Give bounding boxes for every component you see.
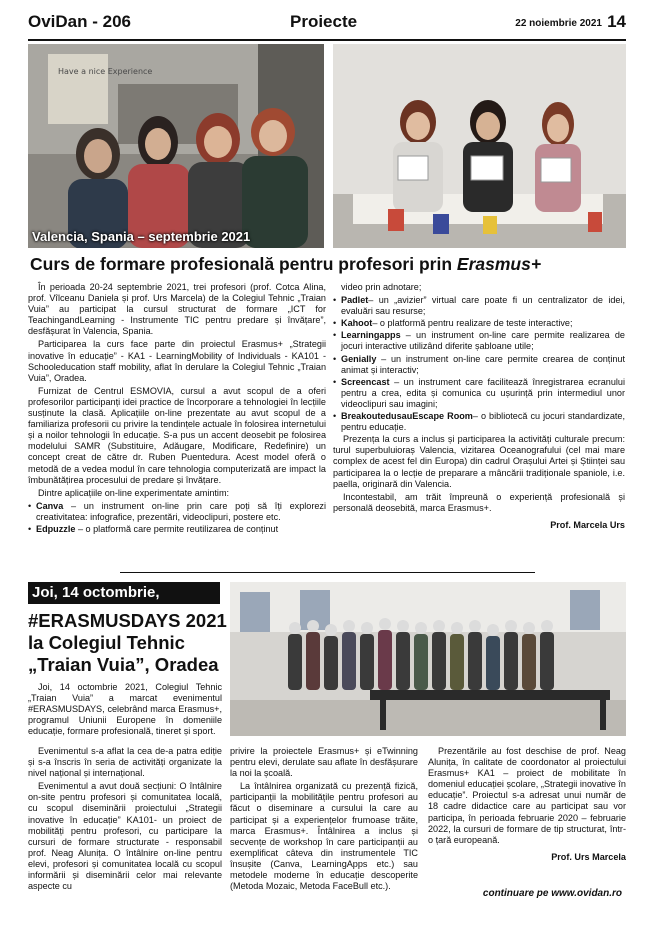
photo-caption: Valencia, Spania – septembrie 2021 bbox=[32, 229, 251, 244]
paragraph: privire la proiectele Erasmus+ și eTwinning pentru elevi, derulate sau aflate în desfășurare la noi la școală. bbox=[230, 746, 418, 779]
page-header bbox=[28, 10, 626, 40]
paragraph: Incontestabil, am trăit împreună o experiență profesională și personală deosebită, marca Erasmus+. bbox=[333, 491, 625, 513]
paragraph: video prin adnotare; bbox=[341, 282, 422, 292]
paragraph: Furnizat de Centrul ESMOVIA, cursul a avut scopul de a oferi profesorilor participanți idei practice de încorporare a tehnologiei în lecțiile susținute la clasă. Aplicațiile on-line prezentate au avut scopul de a familiariza profesorii cu privire la tendințele actuale în folosirea internetului și a noilor tehnologii în educație. S-a pus un accent deosebit pe folosirea modelului SAMR (Substituire, Adăugare, Modificare, Redefinire) un concept creat de către dr. Ruben Puentedura. Acest model oferă o metodă de a vedea modul în care tehnologia computerizată are impact la îmbunătățirea procesului de predare și învățare. bbox=[28, 385, 326, 485]
list-item: • Genially – un instrument on-line care permite crearea de conținut animat și interactiv; bbox=[341, 354, 625, 376]
article1-title-main: Curs de formare profesională pentru profesori prin bbox=[30, 254, 457, 274]
article2-intro bbox=[28, 682, 222, 739]
list-item: • Edpuzzle – o platformă care permite reutilizarea de conținut bbox=[36, 524, 326, 535]
header-rule bbox=[28, 39, 626, 41]
paragraph: Dintre aplicațiile on-line experimentate amintim: bbox=[38, 487, 230, 498]
list-item: • BreakoutedusauEscape Room– o bibliotecă cu jocuri standardizate, pentru educație. bbox=[341, 411, 625, 433]
paragraph: Evenimentul s-a aflat la cea de-a patra ediție și s-a înscris în seria de activități organizate la nivel național și internațional. bbox=[28, 746, 222, 779]
sign-text: Have a nice Experience bbox=[58, 67, 153, 76]
section-divider bbox=[120, 572, 535, 573]
article1-title bbox=[30, 254, 630, 275]
paragraph: Prezentările au fost deschise de prof. Neag Alunița, în calitate de coordonator al proiectului Erasmus+ KA1 – proiect de mobilitate în domeniul educației școlare, „Strategii inovative în educație”. Proiectul s-a adresat unui număr de 18 cadre didactice care au participat sau vor participa, în perioada februarie 2020 – februarie 2022, la cursuri de formare de tip structurat, într-o țară europeană. bbox=[428, 746, 626, 845]
section-name: Proiecte bbox=[290, 12, 358, 31]
list-item: • Kahoot– o platformă pentru realizare de teste interactive; bbox=[341, 318, 625, 329]
article1-column2 bbox=[333, 282, 625, 533]
photo-valencia-group bbox=[28, 44, 324, 248]
continued-link[interactable]: continuare pe www.ovidan.ro bbox=[482, 888, 622, 899]
article2-column1 bbox=[28, 746, 222, 894]
photo-certificates bbox=[333, 44, 626, 248]
paragraph: Participarea la curs face parte din proiectul Erasmus+ „Strategii inovative în educație” - KA1 - LearningMobility of Individuals - KA101 - Schooleducation staff mobility, aflat în derulare la Colegiul Tehnic „Traian Vuia”, Oradea. bbox=[28, 339, 326, 383]
paragraph: În perioada 20-24 septembrie 2021, trei profesori (prof. Cotca Alina, prof. Vîlceanu Daniela și prof. Urs Marcela) de la Colegiul Tehnic „Traian Vuia” au participat la cursul structurat de formare „ICT for TeachingandLearning - Instrumente TIC pentru predare și învățare”, desfășurat în Valencia, Spania. bbox=[28, 282, 326, 337]
article1-signature: Prof. Marcela Urs bbox=[550, 519, 625, 530]
article2-column3 bbox=[428, 746, 626, 865]
list-item: • Screencast – un instrument care facilitează înregistrarea ecranului pentru a crea, edita și comunica cu ușurință prin intermediul unor videoclipuri sau imagini; bbox=[341, 377, 625, 410]
publication-name: OviDan - 206 bbox=[28, 12, 131, 31]
list-item: • Canva – un instrument on-line prin care poți să îți explorezi creativitatea: infografice, prezentări, videoclipuri, postere etc. bbox=[36, 501, 326, 523]
date-bar: Joi, 14 octombrie, bbox=[28, 582, 220, 604]
article1-column1 bbox=[28, 282, 326, 536]
paragraph: Prezența la curs a inclus și participarea la activități culturale precum: turul superbuluioraș Valencia, vizitarea Oceanografului (cel mai mare complex de acest fel din Europa) din cadrul Orașului Artei și Științei sau participarea la o lecție de preparare a mâncării tradiționale spaniole, i.e. paella, originară din Valencia. bbox=[333, 434, 625, 489]
article2-column2 bbox=[230, 746, 418, 894]
tool-list bbox=[333, 295, 625, 433]
article2-title: #ERASMUSDAYS 2021 la Colegiul Tehnic „Traian Vuia”, Oradea bbox=[28, 610, 227, 675]
paragraph: Evenimentul a avut două secțiuni: O întâlnire on-site pentru profesori și comunitatea locală, cu scopul diseminării proiectului „Strategii inovative în educație” KA101- un proiect de mobilități pentru profesori, cu participare la cursuri de formare structurate - responsabil prof. Neag Alunița. O întâlnire on-line pentru elevi, profesori și comunitatea locală cu scopul informării și diseminării celor mai relevante aspecte cu bbox=[28, 781, 222, 892]
article1-title-italic: Erasmus+ bbox=[456, 254, 542, 274]
photo-erasmusdays-group bbox=[230, 582, 626, 736]
page-number: 14 bbox=[607, 12, 626, 31]
issue-date: 22 noiembrie 2021 bbox=[515, 18, 602, 29]
paragraph: La întâlnirea organizată cu prezență fizică, participanții la mobilitățile pentru profesori au făcut o diseminare a cursului la care au participat și a experiențelor frumoase trăite, marca Erasmus+. Întâlnirea a inclus și secvențe de workshop în care participanții au exemplificat câteva din instrumentele TIC însușite (Canva, LearningApps etc.) sau metodele moderne în educație descoperite (Metoda Mozaic, Metoda FaceBull etc.). bbox=[230, 781, 418, 892]
list-item: • Learningapps – un instrument on-line care permite realizarea de jocuri interactive utilizând diferite șabloane utile; bbox=[341, 330, 625, 352]
tool-list bbox=[28, 501, 326, 535]
list-item: • Padlet– un „avizier” virtual care poate fi un centralizator de idei, evaluări sau resurse; bbox=[341, 295, 625, 317]
paragraph: Joi, 14 octombrie 2021, Colegiul Tehnic „Traian Vuia” a marcat evenimentul #ERASMUSDAYS, celebrând marca Erasmus+, programul Uniunii Europene în domeniile educație, formare profesională, tineret și sport. bbox=[28, 682, 222, 737]
article2-signature: Prof. Urs Marcela bbox=[551, 851, 626, 862]
